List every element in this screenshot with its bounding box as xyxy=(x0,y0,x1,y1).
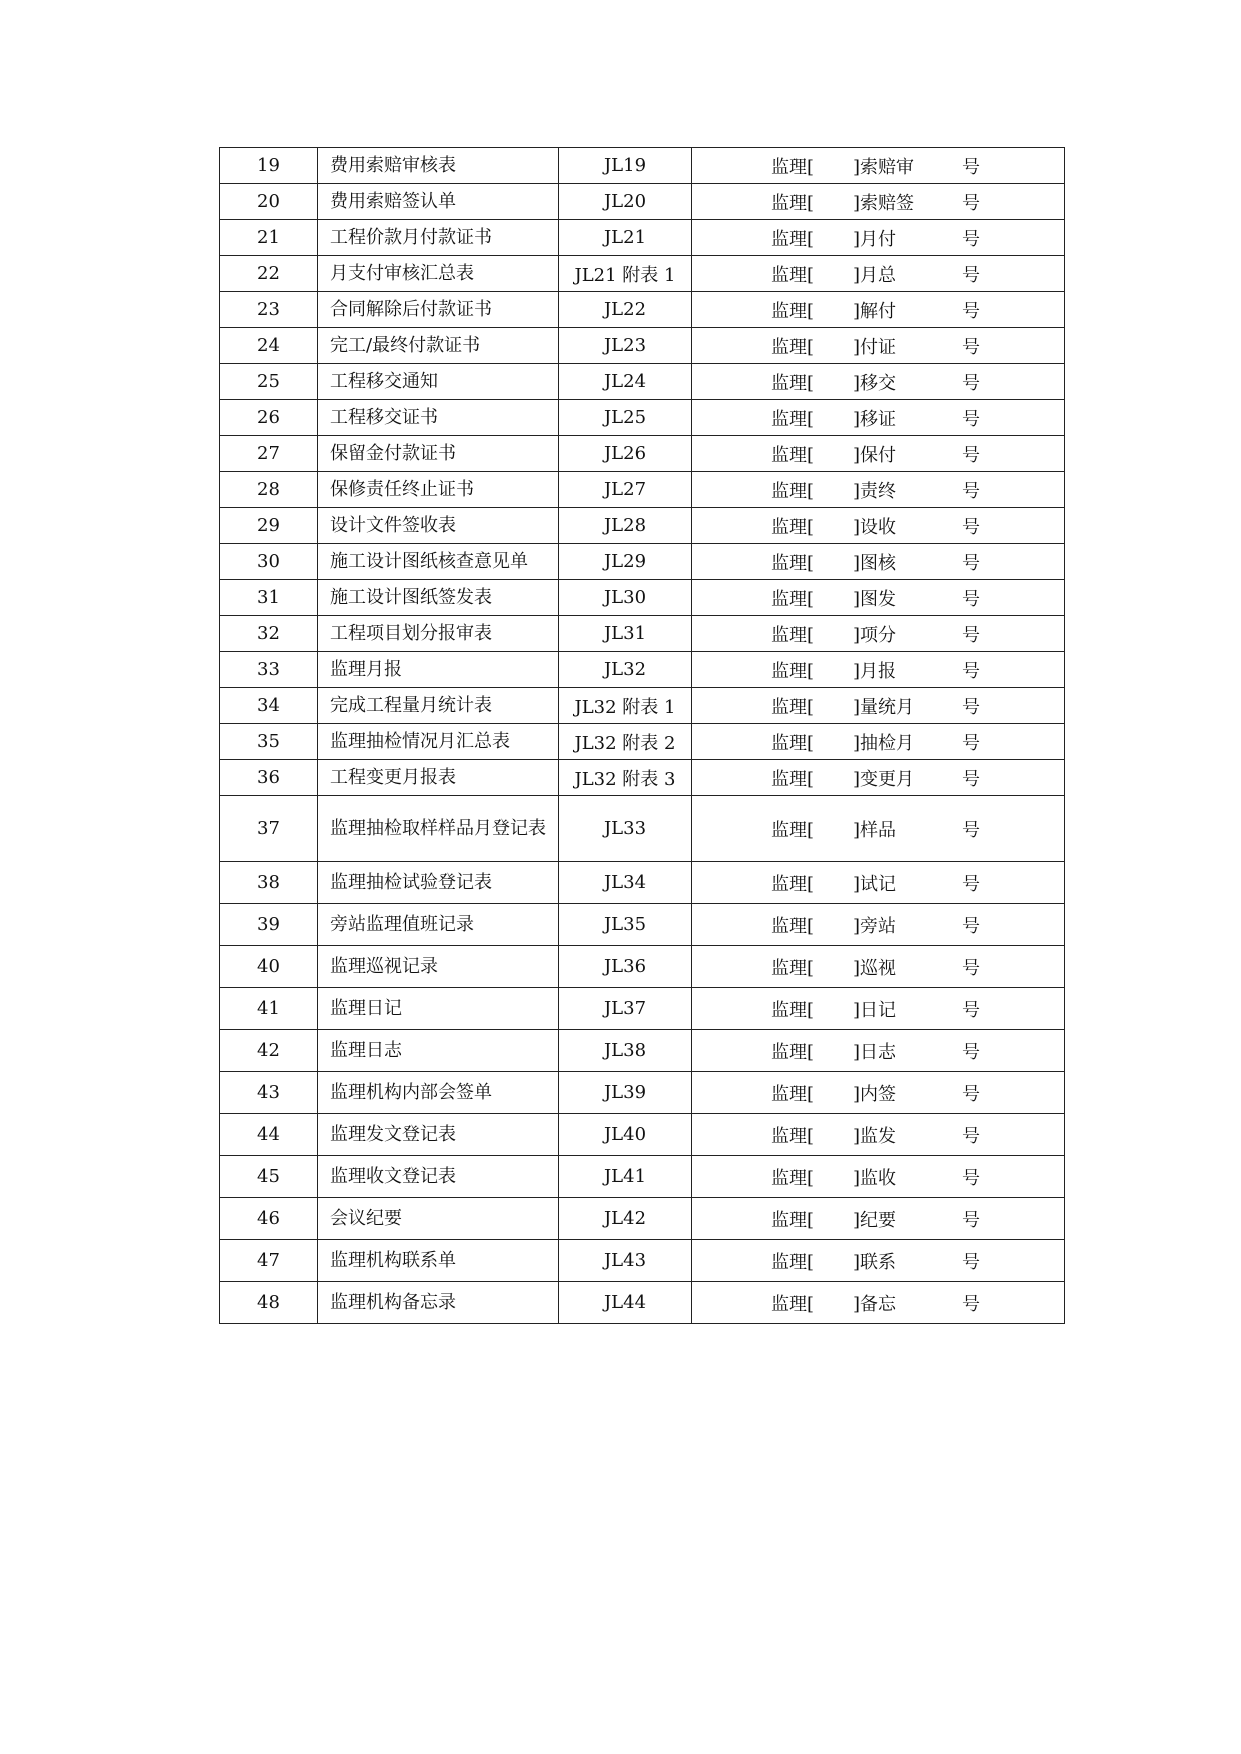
document-number-format-cell xyxy=(692,796,1065,862)
row-number-cell: 38 xyxy=(220,862,318,904)
number-type: ]日记 xyxy=(853,999,897,1021)
row-number-cell: 48 xyxy=(220,1282,318,1324)
form-code-cell: JL38 xyxy=(559,1030,692,1072)
document-number-format-cell xyxy=(692,292,1065,328)
row-number-cell: 46 xyxy=(220,1198,318,1240)
number-prefix: 监理[ xyxy=(771,1041,815,1063)
form-code-cell: JL32 xyxy=(559,652,692,688)
number-prefix: 监理[ xyxy=(771,696,815,718)
form-code-cell: JL41 xyxy=(559,1156,692,1198)
document-number-format-cell xyxy=(692,904,1065,946)
document-number-format-cell xyxy=(692,472,1065,508)
table-row xyxy=(220,580,1065,616)
number-prefix: 监理[ xyxy=(771,1251,815,1273)
document-number-format-cell xyxy=(692,508,1065,544)
number-type: ]样品 xyxy=(853,819,897,841)
table-row xyxy=(220,1198,1065,1240)
document-number-format-cell xyxy=(692,616,1065,652)
row-number-cell: 31 xyxy=(220,580,318,616)
number-suffix: 号 xyxy=(962,444,980,466)
form-code-cell: JL39 xyxy=(559,1072,692,1114)
number-suffix: 号 xyxy=(962,1041,980,1063)
row-number-cell: 27 xyxy=(220,436,318,472)
row-number-cell: 24 xyxy=(220,328,318,364)
row-number-cell: 34 xyxy=(220,688,318,724)
row-number-cell: 20 xyxy=(220,184,318,220)
form-name-cell: 监理收文登记表 xyxy=(318,1156,559,1198)
number-type: ]备忘 xyxy=(853,1293,897,1315)
table-row xyxy=(220,904,1065,946)
number-type: ]试记 xyxy=(853,873,897,895)
form-name-cell: 监理巡视记录 xyxy=(318,946,559,988)
form-name-cell: 完成工程量月统计表 xyxy=(318,688,559,724)
number-type: ]移交 xyxy=(853,372,897,394)
table-row xyxy=(220,724,1065,760)
table-row xyxy=(220,796,1065,862)
table-row xyxy=(220,1240,1065,1282)
number-suffix: 号 xyxy=(962,1167,980,1189)
number-suffix: 号 xyxy=(962,1251,980,1273)
form-register-table xyxy=(219,147,1065,1324)
document-number-format-cell xyxy=(692,148,1065,184)
form-name-cell: 设计文件签收表 xyxy=(318,508,559,544)
number-prefix: 监理[ xyxy=(771,1293,815,1315)
number-prefix: 监理[ xyxy=(771,957,815,979)
form-code-cell: JL28 xyxy=(559,508,692,544)
table-row xyxy=(220,688,1065,724)
row-number-cell: 19 xyxy=(220,148,318,184)
form-code-cell: JL25 xyxy=(559,400,692,436)
form-code-cell: JL32 附表 3 xyxy=(559,760,692,796)
form-code-cell: JL43 xyxy=(559,1240,692,1282)
form-code-cell: JL27 xyxy=(559,472,692,508)
row-number-cell: 44 xyxy=(220,1114,318,1156)
table-row xyxy=(220,544,1065,580)
table-row xyxy=(220,862,1065,904)
number-prefix: 监理[ xyxy=(771,156,815,178)
form-name-cell: 费用索赔签认单 xyxy=(318,184,559,220)
number-suffix: 号 xyxy=(962,192,980,214)
row-number-cell: 22 xyxy=(220,256,318,292)
number-suffix: 号 xyxy=(962,696,980,718)
row-number-cell: 39 xyxy=(220,904,318,946)
number-suffix: 号 xyxy=(962,1125,980,1147)
number-suffix: 号 xyxy=(962,372,980,394)
document-number-format-cell xyxy=(692,256,1065,292)
number-prefix: 监理[ xyxy=(771,915,815,937)
row-number-cell: 40 xyxy=(220,946,318,988)
form-name-cell: 工程移交通知 xyxy=(318,364,559,400)
form-name-cell: 监理抽检试验登记表 xyxy=(318,862,559,904)
number-prefix: 监理[ xyxy=(771,552,815,574)
number-type: ]月总 xyxy=(853,264,897,286)
form-name-cell: 监理抽检情况月汇总表 xyxy=(318,724,559,760)
row-number-cell: 45 xyxy=(220,1156,318,1198)
document-number-format-cell xyxy=(692,862,1065,904)
number-prefix: 监理[ xyxy=(771,999,815,1021)
number-type: ]责终 xyxy=(853,480,897,502)
number-suffix: 号 xyxy=(962,336,980,358)
number-prefix: 监理[ xyxy=(771,1209,815,1231)
number-type: ]量统月 xyxy=(853,696,915,718)
row-number-cell: 30 xyxy=(220,544,318,580)
number-suffix: 号 xyxy=(962,915,980,937)
number-suffix: 号 xyxy=(962,624,980,646)
form-code-cell: JL35 xyxy=(559,904,692,946)
number-prefix: 监理[ xyxy=(771,336,815,358)
row-number-cell: 47 xyxy=(220,1240,318,1282)
form-name-cell: 会议纪要 xyxy=(318,1198,559,1240)
form-name-cell: 费用索赔审核表 xyxy=(318,148,559,184)
number-suffix: 号 xyxy=(962,516,980,538)
number-type: ]项分 xyxy=(853,624,897,646)
form-code-cell: JL44 xyxy=(559,1282,692,1324)
document-number-format-cell xyxy=(692,724,1065,760)
form-name-cell: 监理月报 xyxy=(318,652,559,688)
document-number-format-cell xyxy=(692,328,1065,364)
table-row xyxy=(220,292,1065,328)
table-row xyxy=(220,652,1065,688)
form-name-cell: 完工/最终付款证书 xyxy=(318,328,559,364)
table-row xyxy=(220,1114,1065,1156)
row-number-cell: 35 xyxy=(220,724,318,760)
number-prefix: 监理[ xyxy=(771,372,815,394)
document-number-format-cell xyxy=(692,1030,1065,1072)
row-number-cell: 43 xyxy=(220,1072,318,1114)
number-type: ]月付 xyxy=(853,228,897,250)
table-row xyxy=(220,400,1065,436)
number-suffix: 号 xyxy=(962,873,980,895)
form-code-cell: JL30 xyxy=(559,580,692,616)
number-type: ]解付 xyxy=(853,300,897,322)
number-prefix: 监理[ xyxy=(771,408,815,430)
number-type: ]纪要 xyxy=(853,1209,897,1231)
form-code-cell: JL42 xyxy=(559,1198,692,1240)
number-suffix: 号 xyxy=(962,300,980,322)
table-row xyxy=(220,364,1065,400)
form-name-cell: 月支付审核汇总表 xyxy=(318,256,559,292)
number-suffix: 号 xyxy=(962,957,980,979)
number-suffix: 号 xyxy=(962,480,980,502)
form-name-cell: 监理日记 xyxy=(318,988,559,1030)
document-number-format-cell xyxy=(692,364,1065,400)
table-row xyxy=(220,1072,1065,1114)
form-code-cell: JL36 xyxy=(559,946,692,988)
table-row xyxy=(220,328,1065,364)
number-prefix: 监理[ xyxy=(771,660,815,682)
number-prefix: 监理[ xyxy=(771,264,815,286)
number-suffix: 号 xyxy=(962,1209,980,1231)
form-code-cell: JL21 xyxy=(559,220,692,256)
number-type: ]图发 xyxy=(853,588,897,610)
number-suffix: 号 xyxy=(962,1293,980,1315)
document-number-format-cell xyxy=(692,184,1065,220)
form-name-cell: 监理抽检取样样品月登记表 xyxy=(318,796,559,862)
number-suffix: 号 xyxy=(962,768,980,790)
form-code-cell: JL37 xyxy=(559,988,692,1030)
form-code-cell: JL20 xyxy=(559,184,692,220)
row-number-cell: 42 xyxy=(220,1030,318,1072)
document-number-format-cell xyxy=(692,760,1065,796)
document-number-format-cell xyxy=(692,1114,1065,1156)
document-number-format-cell xyxy=(692,580,1065,616)
row-number-cell: 23 xyxy=(220,292,318,328)
document-number-format-cell xyxy=(692,1282,1065,1324)
document-number-format-cell xyxy=(692,988,1065,1030)
document-number-format-cell xyxy=(692,1072,1065,1114)
number-type: ]保付 xyxy=(853,444,897,466)
table-row xyxy=(220,988,1065,1030)
form-name-cell: 施工设计图纸核查意见单 xyxy=(318,544,559,580)
table-row xyxy=(220,1156,1065,1198)
form-name-cell: 保修责任终止证书 xyxy=(318,472,559,508)
number-prefix: 监理[ xyxy=(771,1083,815,1105)
number-prefix: 监理[ xyxy=(771,768,815,790)
number-prefix: 监理[ xyxy=(771,444,815,466)
number-suffix: 号 xyxy=(962,660,980,682)
form-name-cell: 监理机构内部会签单 xyxy=(318,1072,559,1114)
row-number-cell: 28 xyxy=(220,472,318,508)
number-prefix: 监理[ xyxy=(771,624,815,646)
form-code-cell: JL32 附表 2 xyxy=(559,724,692,760)
document-number-format-cell xyxy=(692,1198,1065,1240)
number-type: ]变更月 xyxy=(853,768,915,790)
number-type: ]移证 xyxy=(853,408,897,430)
table-row xyxy=(220,946,1065,988)
form-code-cell: JL22 xyxy=(559,292,692,328)
number-suffix: 号 xyxy=(962,264,980,286)
number-prefix: 监理[ xyxy=(771,732,815,754)
row-number-cell: 32 xyxy=(220,616,318,652)
table-row xyxy=(220,184,1065,220)
row-number-cell: 21 xyxy=(220,220,318,256)
number-type: ]图核 xyxy=(853,552,897,574)
number-type: ]监发 xyxy=(853,1125,897,1147)
number-prefix: 监理[ xyxy=(771,819,815,841)
row-number-cell: 37 xyxy=(220,796,318,862)
form-name-cell: 监理机构联系单 xyxy=(318,1240,559,1282)
table-row xyxy=(220,220,1065,256)
form-name-cell: 工程移交证书 xyxy=(318,400,559,436)
table-row xyxy=(220,508,1065,544)
number-suffix: 号 xyxy=(962,1083,980,1105)
number-prefix: 监理[ xyxy=(771,588,815,610)
number-type: ]付证 xyxy=(853,336,897,358)
form-name-cell: 监理日志 xyxy=(318,1030,559,1072)
form-name-cell: 监理机构备忘录 xyxy=(318,1282,559,1324)
row-number-cell: 26 xyxy=(220,400,318,436)
number-suffix: 号 xyxy=(962,552,980,574)
row-number-cell: 41 xyxy=(220,988,318,1030)
number-type: ]日志 xyxy=(853,1041,897,1063)
row-number-cell: 33 xyxy=(220,652,318,688)
number-prefix: 监理[ xyxy=(771,516,815,538)
number-prefix: 监理[ xyxy=(771,1167,815,1189)
table-row xyxy=(220,760,1065,796)
row-number-cell: 36 xyxy=(220,760,318,796)
form-code-cell: JL21 附表 1 xyxy=(559,256,692,292)
document-number-format-cell xyxy=(692,1156,1065,1198)
number-prefix: 监理[ xyxy=(771,228,815,250)
form-name-cell: 工程项目划分报审表 xyxy=(318,616,559,652)
form-name-cell: 保留金付款证书 xyxy=(318,436,559,472)
form-code-cell: JL34 xyxy=(559,862,692,904)
table-row xyxy=(220,616,1065,652)
number-suffix: 号 xyxy=(962,408,980,430)
document-number-format-cell xyxy=(692,544,1065,580)
form-code-cell: JL33 xyxy=(559,796,692,862)
document-number-format-cell xyxy=(692,436,1065,472)
number-prefix: 监理[ xyxy=(771,873,815,895)
table-row xyxy=(220,148,1065,184)
number-suffix: 号 xyxy=(962,999,980,1021)
number-type: ]设收 xyxy=(853,516,897,538)
form-code-cell: JL26 xyxy=(559,436,692,472)
document-number-format-cell xyxy=(692,946,1065,988)
number-suffix: 号 xyxy=(962,228,980,250)
number-prefix: 监理[ xyxy=(771,1125,815,1147)
number-type: ]索赔审 xyxy=(853,156,915,178)
form-code-cell: JL19 xyxy=(559,148,692,184)
form-name-cell: 工程变更月报表 xyxy=(318,760,559,796)
row-number-cell: 25 xyxy=(220,364,318,400)
number-type: ]索赔签 xyxy=(853,192,915,214)
number-type: ]巡视 xyxy=(853,957,897,979)
document-number-format-cell xyxy=(692,652,1065,688)
document-number-format-cell xyxy=(692,400,1065,436)
number-prefix: 监理[ xyxy=(771,300,815,322)
table-row xyxy=(220,1282,1065,1324)
form-name-cell: 监理发文登记表 xyxy=(318,1114,559,1156)
document-number-format-cell xyxy=(692,220,1065,256)
number-suffix: 号 xyxy=(962,588,980,610)
table-row xyxy=(220,256,1065,292)
table-body xyxy=(220,148,1065,1324)
form-name-cell: 合同解除后付款证书 xyxy=(318,292,559,328)
number-prefix: 监理[ xyxy=(771,480,815,502)
form-name-cell: 旁站监理值班记录 xyxy=(318,904,559,946)
number-type: ]联系 xyxy=(853,1251,897,1273)
row-number-cell: 29 xyxy=(220,508,318,544)
form-name-cell: 施工设计图纸签发表 xyxy=(318,580,559,616)
number-type: ]监收 xyxy=(853,1167,897,1189)
document-page xyxy=(219,147,1051,1324)
number-prefix: 监理[ xyxy=(771,192,815,214)
document-number-format-cell xyxy=(692,1240,1065,1282)
number-type: ]月报 xyxy=(853,660,897,682)
form-code-cell: JL29 xyxy=(559,544,692,580)
number-type: ]内签 xyxy=(853,1083,897,1105)
number-suffix: 号 xyxy=(962,819,980,841)
number-type: ]抽检月 xyxy=(853,732,915,754)
number-type: ]旁站 xyxy=(853,915,897,937)
form-code-cell: JL32 附表 1 xyxy=(559,688,692,724)
form-code-cell: JL40 xyxy=(559,1114,692,1156)
table-row xyxy=(220,472,1065,508)
number-suffix: 号 xyxy=(962,156,980,178)
number-suffix: 号 xyxy=(962,732,980,754)
form-code-cell: JL31 xyxy=(559,616,692,652)
table-row xyxy=(220,436,1065,472)
form-code-cell: JL23 xyxy=(559,328,692,364)
table-row xyxy=(220,1030,1065,1072)
form-code-cell: JL24 xyxy=(559,364,692,400)
form-name-cell: 工程价款月付款证书 xyxy=(318,220,559,256)
document-number-format-cell xyxy=(692,688,1065,724)
